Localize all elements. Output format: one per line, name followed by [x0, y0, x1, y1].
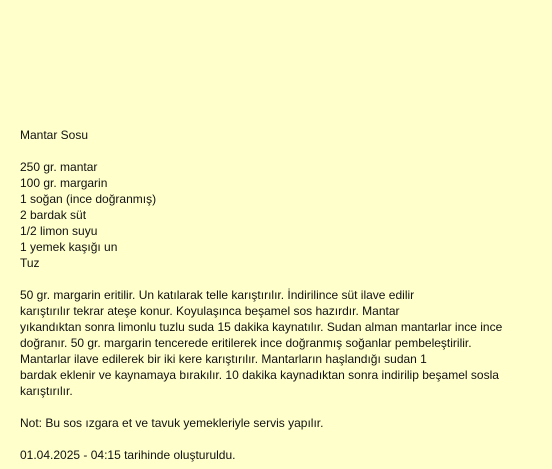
- instruction-line: karıştırılır tekrar ateşe konur. Koyulaşınca beşamel sos hazırdır. Mantar: [20, 304, 400, 318]
- instruction-line: yıkandıktan sonra limonlu tuzlu suda 15 dakika kaynatılır. Sudan alman mantarlar ince ince: [20, 320, 503, 334]
- spacer: [20, 271, 520, 287]
- spacer: [20, 143, 520, 159]
- instruction-line: 50 gr. margarin eritilir. Un katılarak telle karıştırılır. İndirilince süt ilave edilir: [20, 288, 415, 302]
- instruction-line: doğranır. 50 gr. margarin tencerede eritilerek ince doğranmış soğanlar pembeleştirilir.: [20, 336, 472, 350]
- instruction-line: karıştırılır.: [20, 384, 73, 398]
- instruction-line: bardak eklenir ve kaynamaya bırakılır. 10 dakika kaynadıktan sonra indirilip beşamel sosla: [20, 368, 499, 382]
- serving-note: Not: Bu sos ızgara et ve tavuk yemekleriyle servis yapılır.: [20, 416, 324, 430]
- created-timestamp: 01.04.2025 - 04:15 tarihinde oluşturuldu.: [20, 448, 236, 462]
- ingredient-item: 1 yemek kaşığı un: [20, 240, 118, 254]
- instruction-line: Mantarlar ilave edilerek bir iki kere karıştırılır. Mantarların haşlandığı sudan 1: [20, 352, 427, 366]
- ingredients-list: [20, 159, 520, 271]
- ingredient-item: 2 bardak süt: [20, 208, 87, 222]
- instructions-paragraph: [20, 287, 520, 399]
- ingredient-item: Tuz: [20, 256, 40, 270]
- ingredient-item: 100 gr. margarin: [20, 176, 108, 190]
- spacer: [20, 399, 520, 415]
- ingredient-item: 1 soğan (ince doğranmış): [20, 192, 157, 206]
- recipe-content: [20, 127, 520, 463]
- spacer: [20, 431, 520, 447]
- ingredient-item: 250 gr. mantar: [20, 160, 98, 174]
- recipe-title: Mantar Sosu: [20, 128, 89, 142]
- ingredient-item: 1/2 limon suyu: [20, 224, 98, 238]
